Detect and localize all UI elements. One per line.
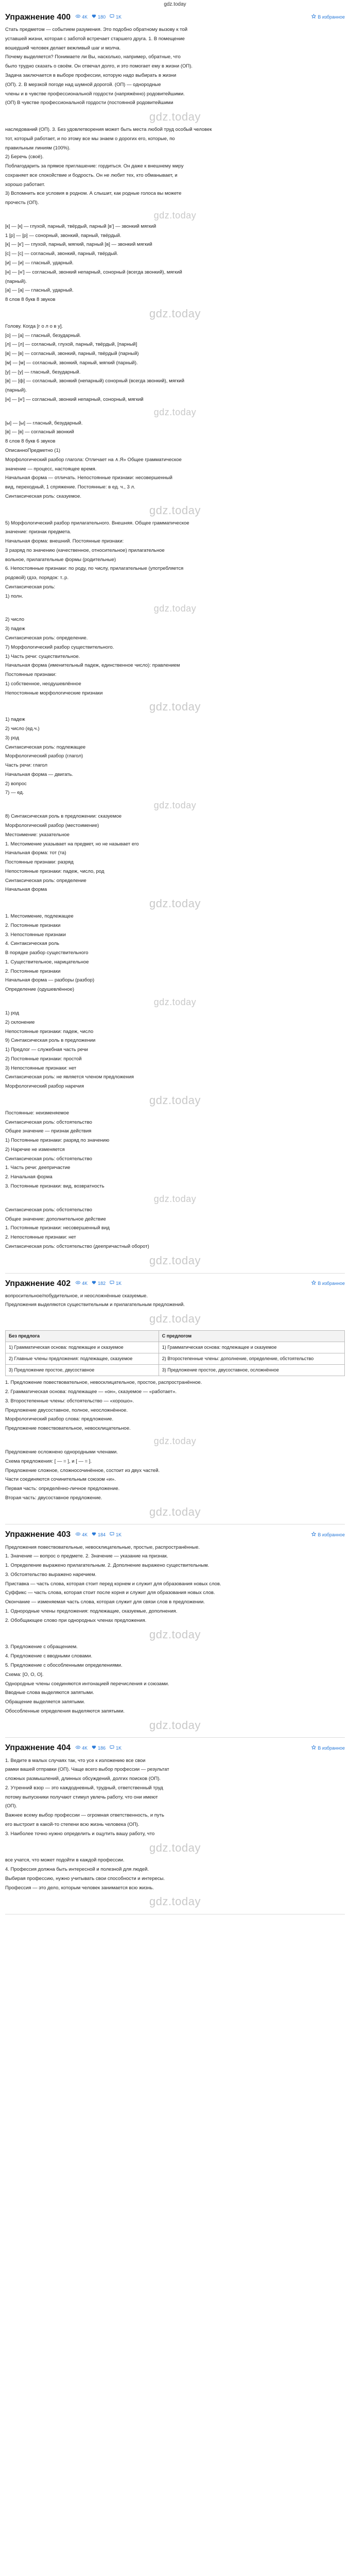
text-line: 3. Обстоятельство выражено наречием. <box>5 1571 97 1578</box>
exercise-header <box>5 1529 345 1540</box>
watermark-text: gdz.today <box>149 1093 201 1107</box>
text-line: 8 слов 8 букв 8 звуков <box>5 297 56 303</box>
text-line: 2) Постоянные признаки: простой <box>5 1056 82 1062</box>
text-line: Важнее всему выбор профессии — огромная ответственность, и путь <box>5 1812 164 1819</box>
text-line: [л] — [л] — согласный, глухой, парный, твёрдый, [парный] <box>5 342 137 348</box>
text-line: 3) род <box>5 735 19 741</box>
exercise-section <box>5 1278 345 1525</box>
text-line: Морфологический разбор (местоимение) <box>5 823 99 829</box>
comments-icon <box>110 14 114 21</box>
watermark <box>5 995 345 1009</box>
text-line: [в] — [ф] — согласный, звонкий (непарный) сонорный (всегда звонкий), мягкий <box>5 378 184 384</box>
watermark-text: gdz.today <box>149 897 201 910</box>
text-line: значение — процесс, настоящее время. <box>5 466 97 472</box>
watermark <box>5 405 345 419</box>
watermark <box>5 1434 345 1448</box>
text-line: 3) Непостоянные признаки: нет <box>5 1065 77 1071</box>
table-header-cell: С предлогом <box>159 1331 344 1342</box>
text-line: 1. Предложение повествовательное, невосклицательное, простое, распространённое. <box>5 1380 202 1386</box>
meta-likes <box>92 1745 106 1752</box>
watermark-text: gdz.today <box>153 1193 197 1204</box>
text-line: родовой) гдзэ, порядок: т..р. <box>5 575 69 581</box>
exercise-title: Упражнение 402 <box>5 1279 71 1288</box>
text-line: сохраняет все спокойствие и бодрость. Он не любит тех, кто обманывает, и <box>5 172 178 178</box>
text-line: Определение (одушевлённое) <box>5 987 75 993</box>
views-count: 4K <box>82 14 88 20</box>
likes-count: 184 <box>98 1532 106 1537</box>
likes-icon <box>92 1532 96 1538</box>
text-line: его выстроит в какой-то степени всю жизнь человека (ОП). <box>5 1822 139 1827</box>
text-line: Начальная форма — отличать. Непостоянные признаки: несовершенный <box>5 475 172 481</box>
text-line: 3. Второстепенные члены: обстоятельство — «хорошо». <box>5 1398 134 1404</box>
text-line: 5) Морфологический разбор прилагательного. Внешняя. Общее грамматическое <box>5 520 189 526</box>
watermark <box>5 1893 345 1910</box>
text-line: (парный). <box>5 387 27 394</box>
text-line: Обособленные определения выделяются запятыми. <box>5 1708 125 1714</box>
text-line: Часть речи: глагол <box>5 762 48 769</box>
text-line: Поблагодарить за прямое приглашение: гордиться. Он даже к внешнему миру <box>5 163 184 170</box>
exercise-section <box>5 11 345 1274</box>
watermark <box>5 1192 345 1206</box>
text-line: Предложение двусоставное, полное, неосложнённое. <box>5 1407 128 1413</box>
text-line: Предложение повествовательное, невосклицательное. <box>5 1426 131 1432</box>
exercise-header <box>5 1278 345 1290</box>
text-line: 2) вопрос <box>5 781 27 787</box>
text-line: Части соединяются сочинительным союзом «и». <box>5 1477 116 1483</box>
text-line: вошедший человек делает вежливый шаг и молча. <box>5 45 121 51</box>
table-cell: 1) Грамматическая основа: подлежащее и сказуемое <box>6 1342 159 1353</box>
text-line: Синтаксическая роль: не является членом предложения <box>5 1074 134 1080</box>
watermark <box>5 109 345 125</box>
watermark-text: gdz.today <box>153 603 197 614</box>
text-line: Непостоянные признаки: падеж, число, род <box>5 868 104 874</box>
text-line: Задача заключается в выборе профессии, которую надо выбирать в жизни <box>5 73 177 79</box>
text-line: [к] — [к'] — глухой, парный, мягкий, парный [в] — звонкий мягкий <box>5 242 152 248</box>
watermark-text: gdz.today <box>149 1253 201 1267</box>
exercise-body <box>5 1544 345 1734</box>
star-icon <box>311 1532 316 1538</box>
text-line: Начальная форма: тот (та) <box>5 850 66 856</box>
text-line: 2) число <box>5 617 25 623</box>
text-line: 2) склонение <box>5 1019 35 1025</box>
likes-count: 180 <box>98 14 106 20</box>
text-line: вольное, прилагательные формы (родительные) <box>5 556 116 563</box>
table-head <box>6 1331 345 1342</box>
favorite-button[interactable] <box>311 1745 345 1752</box>
exercise-title: Упражнение 400 <box>5 13 71 22</box>
text-line: [у] — [у] — гласный, безударный. <box>5 369 81 375</box>
exercise-title: Упражнение 404 <box>5 1743 71 1753</box>
table-row <box>6 1365 345 1376</box>
table-cell: 3) Предложение простое, двусоставное <box>6 1365 159 1376</box>
table-row <box>6 1342 345 1353</box>
text-line: правильным линиям (100%). <box>5 145 71 151</box>
exercise-meta <box>76 1280 121 1287</box>
text-line: 2. Обобщающее слово при однородных членах предложения. <box>5 1617 147 1623</box>
text-line: Начальная форма — разборы (разбор) <box>5 977 95 984</box>
meta-likes <box>92 14 106 21</box>
watermark <box>5 209 345 222</box>
text-line: члены и в чувстве профессиональной гордости (напряжённо) родовитейшими. <box>5 91 185 97</box>
text-line: Постоянные: неизменяемое <box>5 1110 69 1116</box>
text-line: Начальная форма <box>5 887 47 893</box>
comments-count: 1K <box>116 14 122 20</box>
watermark-text: gdz.today <box>149 307 201 320</box>
views-count: 4K <box>82 1280 88 1286</box>
text-line: Синтаксическая роль: обстоятельство (деепричастный оборот) <box>5 1243 149 1249</box>
exercise-body <box>5 1757 345 1910</box>
text-line: [м] — [м] — согласный, звонкий, парный, мягкий (парный). <box>5 360 138 366</box>
text-line: 1. Часть речи: деепричастие <box>5 1165 71 1171</box>
text-line: 1. Постоянные признаки: несовершенный вид <box>5 1225 110 1231</box>
text-line: (ОП). <box>5 1803 18 1809</box>
exercise-header <box>5 1742 345 1754</box>
text-line: [ы] — [ы] — гласный, безударный. <box>5 420 83 426</box>
watermark <box>5 1311 345 1327</box>
exercise-section <box>5 1742 345 1914</box>
text-line: вид, переходный, 1 спряжение. Постоянные: в ед. ч., 3 л. <box>5 484 135 490</box>
text-line: Синтаксическая роль: сказуемое. <box>5 493 82 499</box>
text-line: 4. Синтаксическая роль <box>5 941 60 947</box>
text-line: [н] — [н'] — согласный, звонкий непарный, сонорный, мягкий <box>5 396 144 402</box>
table-body <box>6 1342 345 1376</box>
text-line: 1. Ведите в малых случаях так, что усе к изложению все свои <box>5 1757 146 1764</box>
section-divider <box>5 1273 345 1274</box>
watermark <box>5 1717 345 1734</box>
table-cell: 2) Главные члены предложения: подлежащее, сказуемое <box>6 1353 159 1365</box>
comments-count: 1K <box>116 1532 122 1537</box>
meta-likes <box>92 1532 106 1538</box>
text-line: 3) Вспомнить все условия в родном. А слышит, как родные голоса вы можете <box>5 191 182 197</box>
text-line: [и] — [и] — гласный, ударный. <box>5 260 74 266</box>
text-line: 7) — ед. <box>5 790 24 796</box>
text-line: Морфологический разбор (глагол) <box>5 753 83 759</box>
text-line: [с] — [с] — согласный, звонкий, парный, твёрдый. <box>5 251 118 257</box>
text-line: 3 разряд по значению (качественное, относительное) прилагательное <box>5 547 165 553</box>
text-line: Синтаксическая роль: <box>5 584 56 590</box>
text-line: уставшей жизни, которая с заботой встречает старшего друга. 1. В помещение <box>5 36 185 42</box>
favorite-label: В избранное <box>318 1280 345 1286</box>
text-line: 3. Наиболее точно нужно определить и ощутить вашу работу, что <box>5 1831 155 1837</box>
views-icon <box>76 1745 80 1752</box>
text-line: 2. Постоянные признаки <box>5 968 61 974</box>
watermark <box>5 602 345 615</box>
text-line: Синтаксическая роль: обстоятельство <box>5 1156 92 1162</box>
text-line: 1) падеж <box>5 717 25 723</box>
watermark-text: gdz.today <box>149 1718 201 1732</box>
text-line: 1. Определение выражено прилагательным. 2. Дополнение выражено существительным. <box>5 1563 209 1569</box>
text-line: 1) собственное, неодушевлённое <box>5 681 81 687</box>
watermark-text: gdz.today <box>153 1435 197 1446</box>
text-line: 1) полн. <box>5 593 23 599</box>
text-line: Начальная форма (именительный падеж, единственное число): правлением <box>5 663 180 669</box>
watermark-text: gdz.today <box>149 1312 201 1326</box>
star-icon <box>311 14 316 21</box>
text-line: Предложение осложнено однородными членами. <box>5 1449 118 1455</box>
text-line: 3. Постоянные признаки: вид, возвратность <box>5 1183 104 1189</box>
text-line: Непостоянные морфологические признаки <box>5 690 103 696</box>
text-line: 2. Постоянные признаки <box>5 922 61 928</box>
text-line: Окончание — изменяемая часть слова, которая служит для связи слов в предложении. <box>5 1599 205 1605</box>
watermark-text: gdz.today <box>153 406 197 417</box>
text-line: Синтаксическая роль: обстоятельство <box>5 1207 92 1213</box>
text-line: [в] — [в] — согласный, звонкий, парный, твёрдый (парный) <box>5 351 139 357</box>
text-line: потому выпускники получают стимул увлечь работу, что они имеют <box>5 1794 158 1800</box>
star-icon <box>311 1280 316 1287</box>
watermark-text: gdz.today <box>149 503 201 517</box>
text-line: 1 [р] — [р] — сонорный, звонкий, парный, твёрдый. <box>5 232 121 239</box>
text-line: 1) Предлог — служебная часть речи <box>5 1047 88 1053</box>
views-icon <box>76 1280 80 1287</box>
text-line: Морфологический разбор слова: предложение. <box>5 1416 114 1422</box>
text-line: 7) Морфологический разбор существительного. <box>5 644 114 650</box>
watermark-text: gdz.today <box>149 1895 201 1908</box>
text-line: 1. Существительное, нарицательное <box>5 959 89 965</box>
text-line: Схема: [О, О, О]. <box>5 1671 44 1677</box>
section-divider <box>5 1737 345 1738</box>
watermark <box>5 1626 345 1643</box>
exercise-section <box>5 1529 345 1738</box>
text-line: 2) Наречие не изменяется <box>5 1146 65 1153</box>
favorite-label: В избранное <box>318 1532 345 1537</box>
meta-views <box>76 1532 87 1538</box>
meta-comments <box>110 1532 121 1538</box>
text-line: Голову. Когда [г о л о в у]. <box>5 323 63 329</box>
watermark-text: gdz.today <box>153 210 197 221</box>
text-line: значение: признак предмета. <box>5 529 72 535</box>
text-line: Суффикс — часть слова, которая стоит после корня и служит для образования новых слов. <box>5 1590 215 1596</box>
text-line: 3. Предложение с обращением. <box>5 1644 78 1650</box>
watermark <box>5 1092 345 1109</box>
text-line: 6. Непостоянные признаки: по роду, по числу, прилагательные (употребляется <box>5 566 184 572</box>
meta-comments <box>110 14 121 21</box>
watermark <box>5 895 345 912</box>
text-line: 4. Предложение с вводными словами. <box>5 1653 93 1659</box>
favorite-label: В избранное <box>318 1745 345 1751</box>
watermark-text: gdz.today <box>153 996 197 1007</box>
watermark <box>5 799 345 812</box>
watermark-text: gdz.today <box>149 1841 201 1854</box>
answer-table <box>5 1330 345 1376</box>
text-line: Почему выделяется? Понимаете ли Вы, насколько, например, обратные, что <box>5 54 181 60</box>
text-line: Стать предметом — событием разумения. Это подобно обратному вызову к той <box>5 27 188 33</box>
watermark <box>5 1504 345 1520</box>
text-line: Постоянные признаки: <box>5 672 57 678</box>
text-line: Начальная форма — двигать. <box>5 771 74 777</box>
text-line: Синтаксическая роль: определение. <box>5 635 88 641</box>
text-line: было трудно сказать о своём. Он отвечал долго, и это помогает ему в жизни (ОП). <box>5 63 193 70</box>
text-line: Приставка — часть слова, которая стоит перед корнем и служит для образования новых слов. <box>5 1581 221 1587</box>
favorite-button[interactable] <box>311 14 345 21</box>
text-line: Постоянные признаки: разряд <box>5 859 74 866</box>
comments-count: 1K <box>116 1280 122 1286</box>
table-cell: 3) Предложение простое, двусоставное, осложнённое <box>159 1365 344 1376</box>
text-line: 2. Непостоянные признаки: нет <box>5 1234 76 1241</box>
views-count: 4K <box>82 1532 88 1537</box>
watermark-text: gdz.today <box>149 700 201 714</box>
text-line: 2. Утренний взор — это каждодневный, трудный, ответственный труд <box>5 1785 163 1791</box>
watermark-text: gdz.today <box>149 1628 201 1641</box>
favorite-label: В избранное <box>318 14 345 20</box>
watermark <box>5 699 345 715</box>
text-line: прочесть (ОП). <box>5 200 39 206</box>
text-line: 1) Часть речи: существительное. <box>5 653 80 659</box>
text-line: Предложение сложное, сложносочинённое, состоит из двух частей. <box>5 1467 160 1473</box>
text-line: [о] — [а] — гласный, безударный. <box>5 332 81 338</box>
watermark-text: gdz.today <box>153 800 197 811</box>
text-line: 3. Непостоянные признаки <box>5 931 66 938</box>
comments-icon <box>110 1280 114 1287</box>
text-line: Вводные слова выделяются запятыми. <box>5 1690 94 1696</box>
text-line: вопросительное/побудительное, и неосложнённые сказуемые. <box>5 1293 148 1299</box>
text-line: Морфологический разбор глагола: Отличает на ∧.Я» Общее грамматическое <box>5 456 182 463</box>
meta-comments <box>110 1280 121 1287</box>
views-count: 4K <box>82 1745 88 1751</box>
text-line: [в] — [в] — согласный звонкий <box>5 429 74 435</box>
watermark-text: gdz.today <box>149 110 201 124</box>
text-line: 1. Местоимение, подлежащее <box>5 913 74 920</box>
meta-views <box>76 1280 87 1287</box>
comments-icon <box>110 1532 114 1538</box>
text-line: Начальная форма: внешний. Постоянные признаки: <box>5 538 124 545</box>
table-header-cell: Без предлога <box>6 1331 159 1342</box>
table-cell: 2) Второстепенные члены: дополнение, определение, обстоятельство <box>159 1353 344 1365</box>
watermark <box>5 1252 345 1269</box>
text-line: (ОП) В чувстве профессиональной гордости (постоянной родовитейшими <box>5 100 173 106</box>
watermark-text: gdz.today <box>149 1505 201 1518</box>
text-line: Обращение выделяется запятыми. <box>5 1699 85 1705</box>
table-row <box>6 1353 345 1365</box>
text-line: 4. Профессия должна быть интересной и полезной для людей. <box>5 1867 149 1873</box>
content <box>0 11 350 1914</box>
meta-views <box>76 1745 87 1752</box>
text-line: тот, который работает, и по этому все мы знаем о дорогих его, которые, по <box>5 135 175 142</box>
text-line: Местоимение: указательное <box>5 832 70 838</box>
text-line: Непостоянные признаки: падеж, число <box>5 1028 94 1035</box>
text-line: (ОП). 2. В мерзкой погоде над шумной дорогой. (ОП) — однородные <box>5 81 161 88</box>
likes-count: 182 <box>98 1280 106 1286</box>
text-line: 5. Предложение с обособленными определениями. <box>5 1662 122 1668</box>
watermark <box>5 306 345 322</box>
text-line: все учатся, что может подойти в каждой профессии. <box>5 1857 125 1863</box>
text-line: Первая часть: определённо-личное предложение. <box>5 1486 120 1492</box>
text-line: ОписанноПредметно (1) <box>5 448 61 454</box>
favorite-button[interactable] <box>311 1532 345 1538</box>
text-line: Синтаксическая роль: определение <box>5 877 86 884</box>
text-line: 3) падеж <box>5 626 25 632</box>
text-line: (парный). <box>5 278 27 284</box>
text-line: 9) Синтаксическая роль в предложении <box>5 1038 96 1044</box>
text-line: 1) Постоянные признаки: разряд по значению <box>5 1138 110 1144</box>
likes-icon <box>92 1280 96 1287</box>
watermark <box>5 1840 345 1856</box>
likes-icon <box>92 1745 96 1752</box>
text-line: 1. Местоимение указывает на предмет, но не называет его <box>5 841 139 847</box>
text-line: Вторая часть: двусоставное предложение. <box>5 1495 102 1501</box>
favorite-button[interactable] <box>311 1280 345 1287</box>
text-line: Схема предложения: [ — = ], и [ — = ]. <box>5 1458 92 1464</box>
likes-icon <box>92 14 96 21</box>
text-line: [к] — [к] — глухой, парный, твёрдый, парный [в'] — звонкий мягкий <box>5 223 156 229</box>
views-icon <box>76 14 80 21</box>
star-icon <box>311 1745 316 1752</box>
text-line: 8 слов 8 букв 6 звуков <box>5 438 56 445</box>
meta-comments <box>110 1745 121 1752</box>
text-line: 1. Однородные члены предложения: подлежащие, сказуемые, дополнения. <box>5 1608 178 1615</box>
table-header-row <box>6 1331 345 1342</box>
text-line: наследований (ОП). 3. Без удовлетворения может быть места любой труд особый человек <box>5 126 212 132</box>
text-line: Общее значение: дополнительное действие <box>5 1216 106 1222</box>
exercise-meta <box>76 14 121 21</box>
comments-count: 1K <box>116 1745 122 1751</box>
exercise-title: Упражнение 403 <box>5 1530 71 1539</box>
exercise-meta <box>76 1532 121 1538</box>
text-line: 2) Беречь (своё). <box>5 154 44 160</box>
text-line: Общее значение — признак действия <box>5 1128 92 1134</box>
text-line: сложных размышлений, длинных обсуждений, долгих поисков (ОП). <box>5 1776 161 1782</box>
text-line: Синтаксическая роль: обстоятельство <box>5 1119 92 1125</box>
likes-count: 186 <box>98 1745 106 1751</box>
exercise-meta <box>76 1745 121 1752</box>
watermark <box>5 502 345 519</box>
text-line: Профессия — это дело, которым человек занимается всю жизнь. <box>5 1885 154 1891</box>
text-line: Предложения повествовательные, невосклицательные, простые, распространённые. <box>5 1544 200 1550</box>
meta-views <box>76 14 87 21</box>
text-line: 2. Начальная форма <box>5 1174 52 1180</box>
table-cell: 1) Грамматическая основа: подлежащее и сказуемое <box>159 1342 344 1353</box>
site-header <box>0 0 350 9</box>
text-line: хорошо работает. <box>5 181 45 188</box>
text-line: [а] — [а] — гласный, ударный. <box>5 287 74 294</box>
text-line: 2. Грамматическая основа: подлежащее — «он», сказуемое — «работает». <box>5 1389 177 1395</box>
text-line: 2) число (ед.ч.) <box>5 726 40 732</box>
text-line: Синтаксическая роль: подлежащее <box>5 744 86 750</box>
text-line: Однородные члены соединяются интонацией перечисления и союзами. <box>5 1681 169 1687</box>
text-line: рамки вашей отправки (ОП). Чаще всего выбор профессии — результат <box>5 1767 169 1773</box>
site-name[interactable]: gdz.today <box>164 1 186 7</box>
text-line: 1) род <box>5 1010 19 1016</box>
exercise-header <box>5 11 345 23</box>
text-line: Предложения выделяются существительным и прилагательным предложений. <box>5 1302 185 1308</box>
exercise-body <box>5 1293 345 1520</box>
text-line: Морфологический разбор наречия <box>5 1083 84 1090</box>
exercise-body <box>5 26 345 1268</box>
views-icon <box>76 1532 80 1538</box>
text-line: 1. Значение — вопрос о предмете. 2. Значение — указание на признак. <box>5 1553 168 1560</box>
meta-likes <box>92 1280 106 1287</box>
comments-icon <box>110 1745 114 1752</box>
text-line: В порядке разбор существительного <box>5 950 89 956</box>
text-line: Выбирая профессию, нужно учитывать свои способности и интересы. <box>5 1875 165 1882</box>
text-line: 8) Синтаксическая роль в предложении: сказуемое <box>5 814 122 820</box>
text-line: [н] — [н'] — согласный, звонкий непарный, сонорный (всегда звонкий), мягкий <box>5 269 182 275</box>
